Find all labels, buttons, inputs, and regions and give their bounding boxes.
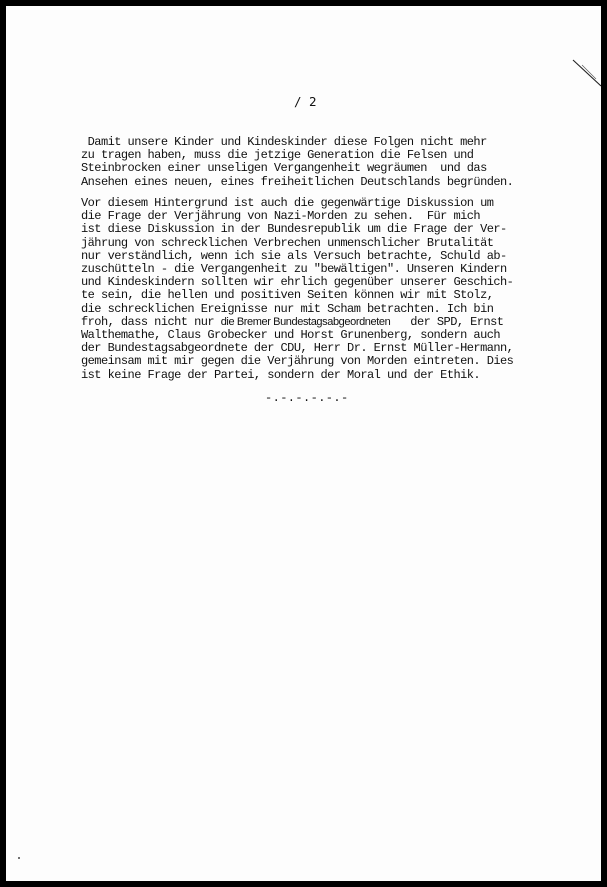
text-line: gemeinsam mit mir gegen die Verjährung von Morden eintreten. Dies	[81, 354, 514, 369]
text-line: zuschütteln - die Vergangenheit zu "bewältigen". Unseren Kindern	[81, 262, 507, 277]
text-segment: froh, dass nicht nur	[81, 314, 221, 329]
text-line: zu tragen haben, muss die jetzige Generation die Felsen und	[81, 148, 474, 163]
text-line: Steinbrocken einer unseligen Vergangenheit wegräumen und das	[81, 161, 487, 176]
paragraph-1	[81, 136, 601, 189]
pen-stroke-mark	[572, 59, 601, 89]
text-segment: der SPD, Ernst	[390, 314, 504, 329]
inserted-typed-phrase: die Bremer Bundestagsabgeordneten	[220, 315, 391, 328]
paragraph-2	[81, 197, 601, 382]
scan-speck	[18, 857, 20, 859]
text-line: Walthemathe, Claus Grobecker und Horst Grunenberg, sondern auch	[81, 328, 501, 343]
text-line: Ansehen eines neuen, eines freiheitlichen Deutschlands begründen.	[81, 174, 514, 189]
text-line: Vor diesem Hintergrund ist auch die gegenwärtige Diskussion um	[81, 196, 494, 210]
text-line: die Frage der Verjährung von Nazi-Morden zu sehen. Für mich	[81, 209, 481, 224]
page-number: / 2	[294, 94, 317, 109]
text-line: und Kindeskindern sollten wir ehrlich gegenüber unserer Geschich-	[81, 275, 514, 290]
text-line: Damit unsere Kinder und Kindeskinder diese Folgen nicht mehr	[81, 135, 487, 149]
text-line: nur verständlich, wenn ich sie als Versuch betrachte, Schuld ab-	[81, 248, 507, 263]
text-line: te sein, die hellen und positiven Seiten können wir mit Stolz,	[81, 288, 494, 303]
paper-sheet	[6, 6, 601, 881]
end-of-text-mark: -.-.-.-.-.-	[265, 391, 349, 405]
text-line: jährung von schrecklichen Verbrechen unmenschlicher Brutalität	[81, 235, 494, 250]
text-line: der Bundestagsabgeordnete der CDU, Herr Dr. Ernst Müller-Hermann,	[81, 341, 514, 356]
text-line: ist diese Diskussion in der Bundesrepublik um die Frage der Ver-	[81, 222, 507, 237]
text-line: die schrecklichen Ereignisse nur mit Scham betrachten. Ich bin	[81, 301, 494, 316]
text-line: ist keine Frage der Partei, sondern der Moral und der Ethik.	[81, 367, 481, 382]
